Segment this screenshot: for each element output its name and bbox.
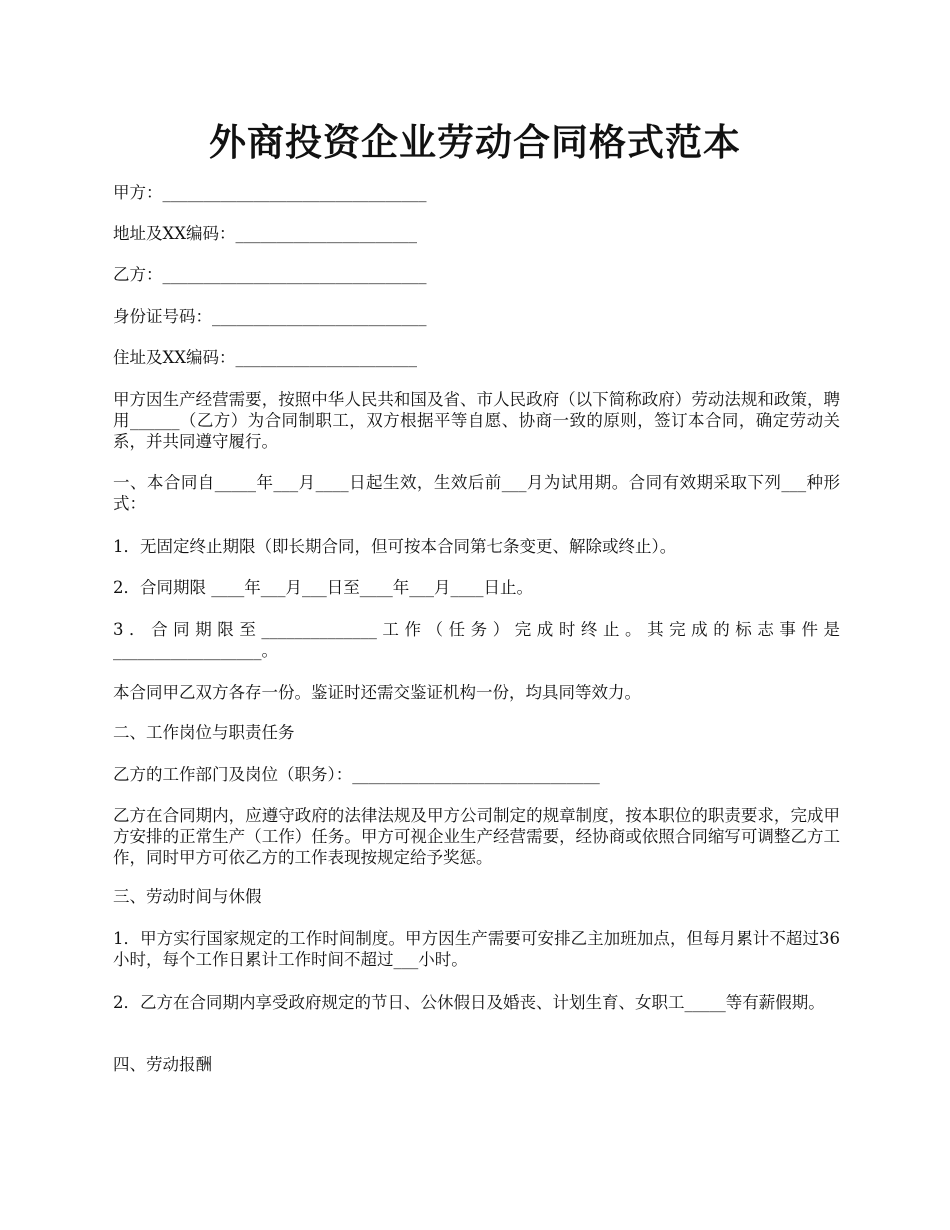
section-2-heading: 二、工作岗位与职责任务 [113, 723, 295, 742]
document-title: 外商投资企业劳动合同格式范本 [209, 120, 741, 164]
term-option-1: 1．无固定终止期限（即长期合同，但可按本合同第七条变更、解除或终止）。 [113, 537, 677, 556]
party-a-address-field: 地址及XX编码：______________________ [113, 224, 417, 243]
section-3-heading: 三、劳动时间与休假 [113, 887, 262, 906]
party-a-field: 甲方：________________________________ [113, 183, 427, 202]
working-hours-clause: 1．甲方实行国家规定的工作时间制度。甲方因生产需要可安排乙主加班加点，但每月累计不超过36小时，每个工作日累计工作时间不超过___小时。 [113, 929, 840, 969]
copies-clause: 本合同甲乙双方各存一份。鉴证时还需交鉴证机构一份，均具同等效力。 [113, 683, 641, 702]
term-option-3: 3．合同期限至______________工作（任务）完成时终止。其完成的标志事件是__________________。 [113, 620, 840, 660]
section-4-heading: 四、劳动报酬 [113, 1055, 212, 1074]
term-option-2: 2．合同期限 ____年___月___日至____年___月____日止。 [113, 578, 533, 597]
section-1-term: 一、本合同自_____年___月____日起生效，生效后前___月为试用期。合同有效期采取下列___种形式： [113, 473, 840, 513]
party-b-field: 乙方：________________________________ [113, 265, 427, 284]
id-number-field: 身份证号码：__________________________ [113, 307, 427, 326]
party-b-address-field: 住址及XX编码：______________________ [113, 348, 417, 367]
department-position-field: 乙方的工作部门及岗位（职务）：______________________________ [113, 765, 600, 784]
duties-paragraph: 乙方在合同期内，应遵守政府的法律法规及甲方公司制定的规章制度，按本职位的职责要求，完成甲方安排的正常生产（工作）任务。甲方可视企业生产经营需要，经协商或依照合同缩写可调整乙方工作，同时甲方可依乙方的工作表现按规定给予奖惩。 [113, 806, 840, 867]
paid-leave-clause: 2．乙方在合同期内享受政府规定的节日、公休假日及婚丧、计划生育、女职工_____等有薪假期。 [113, 993, 825, 1012]
preamble-paragraph: 甲方因生产经营需要，按照中华人民共和国及省、市人民政府（以下简称政府）劳动法规和政策，聘用______（乙方）为合同制职工，双方根据平等自愿、协商一致的原则，签订本合同，确定劳动关系，并共同遵守履行。 [113, 390, 840, 451]
